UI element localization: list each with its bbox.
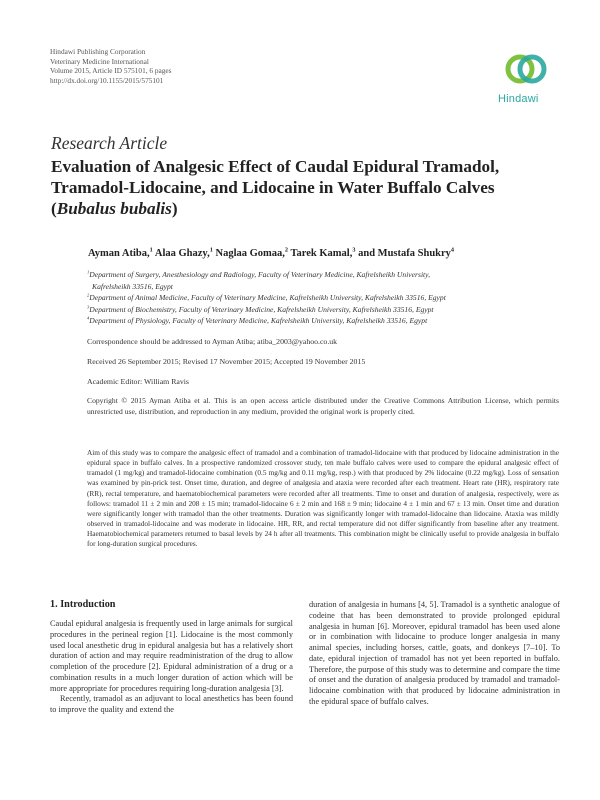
doi-link[interactable]: http://dx.doi.org/10.1155/2015/575101 (50, 75, 164, 85)
author: Tarek Kamal,$^3$ (290, 246, 356, 259)
affiliation: $^2$Department of Animal Medicine, Faculty of Veterinary Medicine, Kafrelsheikh University, Kafrelsheikh 33516, Egypt (87, 292, 446, 302)
author: Alaa Ghazy,$^1$ (154, 246, 213, 259)
hindawi-wordmark: Hindawi (498, 93, 539, 105)
paragraph: Caudal epidural analgesia is frequently used in large animals for surgical procedures in the perineal region [1]. Lidocaine is the most commonly used local anesthetic drug in epidural analgesia but has a relatively short duration of action and may require readministration of the drug to allow completion of the procedure [2]. Epidural administration of a drug or a combination results in a much longer duration of action which will be more appropriate for procedures requiring long-duration analgesia [3]. (50, 619, 293, 693)
title-end: ) (171, 199, 178, 218)
right-column (309, 600, 560, 708)
paragraph: duration of analgesia in humans [4, 5]. Tramadol is a synthetic analogue of codeine that has been demonstrated to provide prolonged epidural analgesia in human [6]. Moreover, epidural tramadol has been used alone or in combination with lidocaine to produce longer analgesia in many animal species, including horses, cattle, goats, and donkeys [7–10]. To date, epidural injection of tramadol has not yet been reported in buffalo. Therefore, the purpose of this study was to determine and compare the time of onset and the duration of analgesia produced by tramadol and tramadol-lidocaine combination with that produced by lidocaine administration in the epidural space of buffalo calves. (309, 600, 560, 706)
article-title (51, 156, 561, 219)
affiliation: $^3$Department of Biochemistry, Faculty of Veterinary Medicine, Kafrelsheikh University, Kafrelsheikh 33516, Egypt (87, 303, 434, 314)
affiliation: $^4$Department of Physiology, Faculty of Veterinary Medicine, Kafrelsheikh University, Kafrelsheikh 33516, Egypt (87, 315, 428, 325)
affiliations (87, 269, 557, 327)
volume-line: Volume 2015, Article ID 575101, 6 pages (50, 66, 172, 76)
author: Naglaa Gomaa,$^2$ (215, 246, 289, 259)
dates: Received 26 September 2015; Revised 17 November 2015; Accepted 19 November 2015 (87, 357, 366, 366)
journal-header (50, 47, 171, 85)
article-type: Research Article (51, 133, 168, 153)
publisher-name: Hindawi Publishing Corporation (50, 47, 146, 56)
paragraph: Recently, tramadol as an adjuvant to local anesthetics has been found to improve the quality and extend the (50, 694, 293, 714)
affiliation: $^1$Department of Surgery, Anesthesiology and Radiology, Faculty of Veterinary Medicine, Kafrelsheikh University, (87, 269, 431, 279)
title-species: Bubalus bubalis (56, 199, 172, 218)
author-list (88, 248, 568, 259)
section-heading: 1. Introduction (50, 599, 116, 610)
affiliation-continued: Kafrelsheikh 33516, Egypt (92, 281, 173, 291)
academic-editor: Academic Editor: William Ravis (87, 377, 189, 386)
left-column (50, 619, 293, 716)
journal-name: Veterinary Medicine International (50, 56, 149, 66)
title-main: Evaluation of Analgesic Effect of Caudal Epidural Tramadol, Tramadol-Lidocaine, and Lidocaine in Water Buffalo Calves ( (51, 157, 500, 218)
correspondence: Correspondence should be addressed to Ayman Atiba; atiba_2003@yahoo.co.uk (87, 337, 338, 346)
author: and Mustafa Shukry$^4$ (358, 246, 455, 259)
copyright: Copyright © 2015 Ayman Atiba et al. This is an open access article distributed under the Creative Commons Attribution License, which permits unrestricted use, distribution, and reproduction in any medium, provided the original work is properly cited. (87, 396, 559, 416)
abstract: Aim of this study was to compare the analgesic effect of tramadol and a combination of tramadol-lidocaine with that produced by lidocaine administration in the epidural space in buffalo calves. In a prospective randomized crossover study, ten male buffalo calves were used to compare the epidural analgesic effect of tramadol (1 mg/kg) and tramadol-lidocaine combination (0.5 mg/kg and 0.11 mg/kg, resp.) with that produced by 2% lidocaine (0.22 mg/kg). Loss of sensation was examined by pin-prick test. Onset time, duration, and degree of analgesia and ataxia were recorded after each treatment. Heart rate (HR), respiratory rate (RR), rectal temperature, and haematobiochemical parameters were recorded after all treatments. Time to onset and duration of analgesia, respectively, were as follows: tramadol 11 ± 2 min and 208 ± 15 min; tramadol-lidocaine 6 ± 2 min and 168 ± 9 min; lidocaine 4 ± 1 min and 67 ± 13 min. Onset time and duration were significantly longer with tramadol than the other treatments. Duration was significantly longer with tramadol-lidocaine than lidocaine. Ataxia was mildly observed in tramadol-lidocaine and was moderate in lidocaine. HR, RR, and rectal temperature did not differ significantly from baseline after any treatment. Haematobiochemical parameters returned to basal levels by 24 h after all treatments. This combination might be clinically useful to provide analgesia in buffalo for long-duration surgical procedures. (87, 448, 559, 549)
author: Ayman Atiba,$^1$ (88, 246, 153, 259)
